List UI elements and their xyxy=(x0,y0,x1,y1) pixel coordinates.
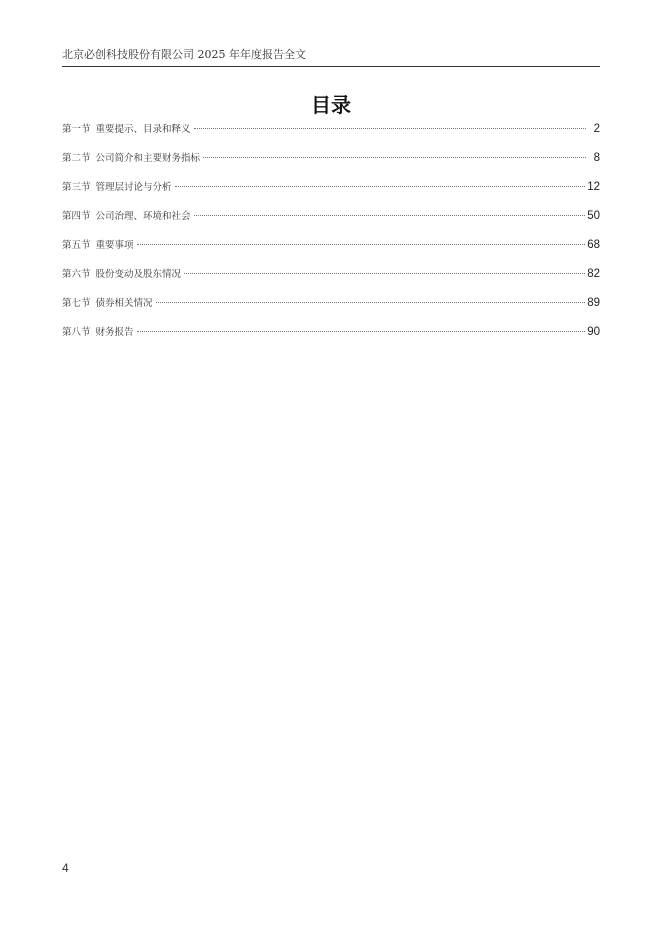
toc-dot-leader xyxy=(184,273,585,274)
toc-entry[interactable] xyxy=(62,151,602,180)
toc-section-number: 第四节 xyxy=(62,211,91,222)
toc-entry-label xyxy=(62,123,192,137)
toc-section-title: 公司简介和主要财务指标 xyxy=(95,153,201,164)
toc-section-number: 第八节 xyxy=(62,327,91,338)
toc-section-number: 第二节 xyxy=(62,153,91,164)
toc-entry-label xyxy=(62,181,173,195)
toc-dot-leader xyxy=(156,302,586,303)
toc-title: 目录 xyxy=(311,93,351,117)
toc-page-number: 50 xyxy=(587,210,600,222)
toc-entry-label xyxy=(62,297,154,311)
toc-entry[interactable] xyxy=(62,325,602,354)
toc-section-title: 重要提示、目录和释义 xyxy=(95,124,191,135)
toc-section-number: 第一节 xyxy=(62,124,91,135)
toc-entry-label xyxy=(62,268,182,282)
toc-entry[interactable] xyxy=(62,267,602,296)
toc-section-title: 财务报告 xyxy=(95,327,134,338)
toc-dot-leader xyxy=(194,215,586,216)
toc-entry-label xyxy=(62,326,135,340)
toc-page-number: 8 xyxy=(593,152,600,164)
toc-dot-leader xyxy=(203,157,586,158)
toc-entry[interactable] xyxy=(62,296,602,325)
toc-section-number: 第六节 xyxy=(62,269,91,280)
toc-entry[interactable] xyxy=(62,238,602,267)
toc-section-title: 债券相关情况 xyxy=(95,298,153,309)
toc-entry-label xyxy=(62,210,192,224)
toc-entry-label xyxy=(62,239,135,253)
toc-page-number: 90 xyxy=(587,326,600,338)
toc-section-title: 管理层讨论与分析 xyxy=(95,182,172,193)
header-title: 北京必创科技股份有限公司 2025 年年度报告全文 xyxy=(62,48,306,61)
toc-page-number: 89 xyxy=(587,297,600,309)
toc-section-number: 第七节 xyxy=(62,298,91,309)
toc-entry[interactable] xyxy=(62,122,602,151)
toc-section-number: 第五节 xyxy=(62,240,91,251)
toc-dot-leader xyxy=(137,244,586,245)
table-of-contents xyxy=(62,122,602,354)
toc-dot-leader xyxy=(137,331,586,332)
toc-page-number: 12 xyxy=(587,181,600,193)
toc-section-title: 股份变动及股东情况 xyxy=(95,269,182,280)
toc-entry[interactable] xyxy=(62,209,602,238)
toc-entry-label xyxy=(62,152,201,166)
toc-section-number: 第三节 xyxy=(62,182,91,193)
toc-page-number: 82 xyxy=(587,268,600,280)
toc-section-title: 重要事项 xyxy=(95,240,134,251)
toc-entry[interactable] xyxy=(62,180,602,209)
toc-page-number: 2 xyxy=(593,123,600,135)
page-number: 4 xyxy=(62,861,69,875)
toc-dot-leader xyxy=(175,186,586,187)
toc-section-title: 公司治理、环境和社会 xyxy=(95,211,191,222)
toc-dot-leader xyxy=(194,128,586,129)
toc-page-number: 68 xyxy=(587,239,600,251)
page-header xyxy=(62,46,600,67)
